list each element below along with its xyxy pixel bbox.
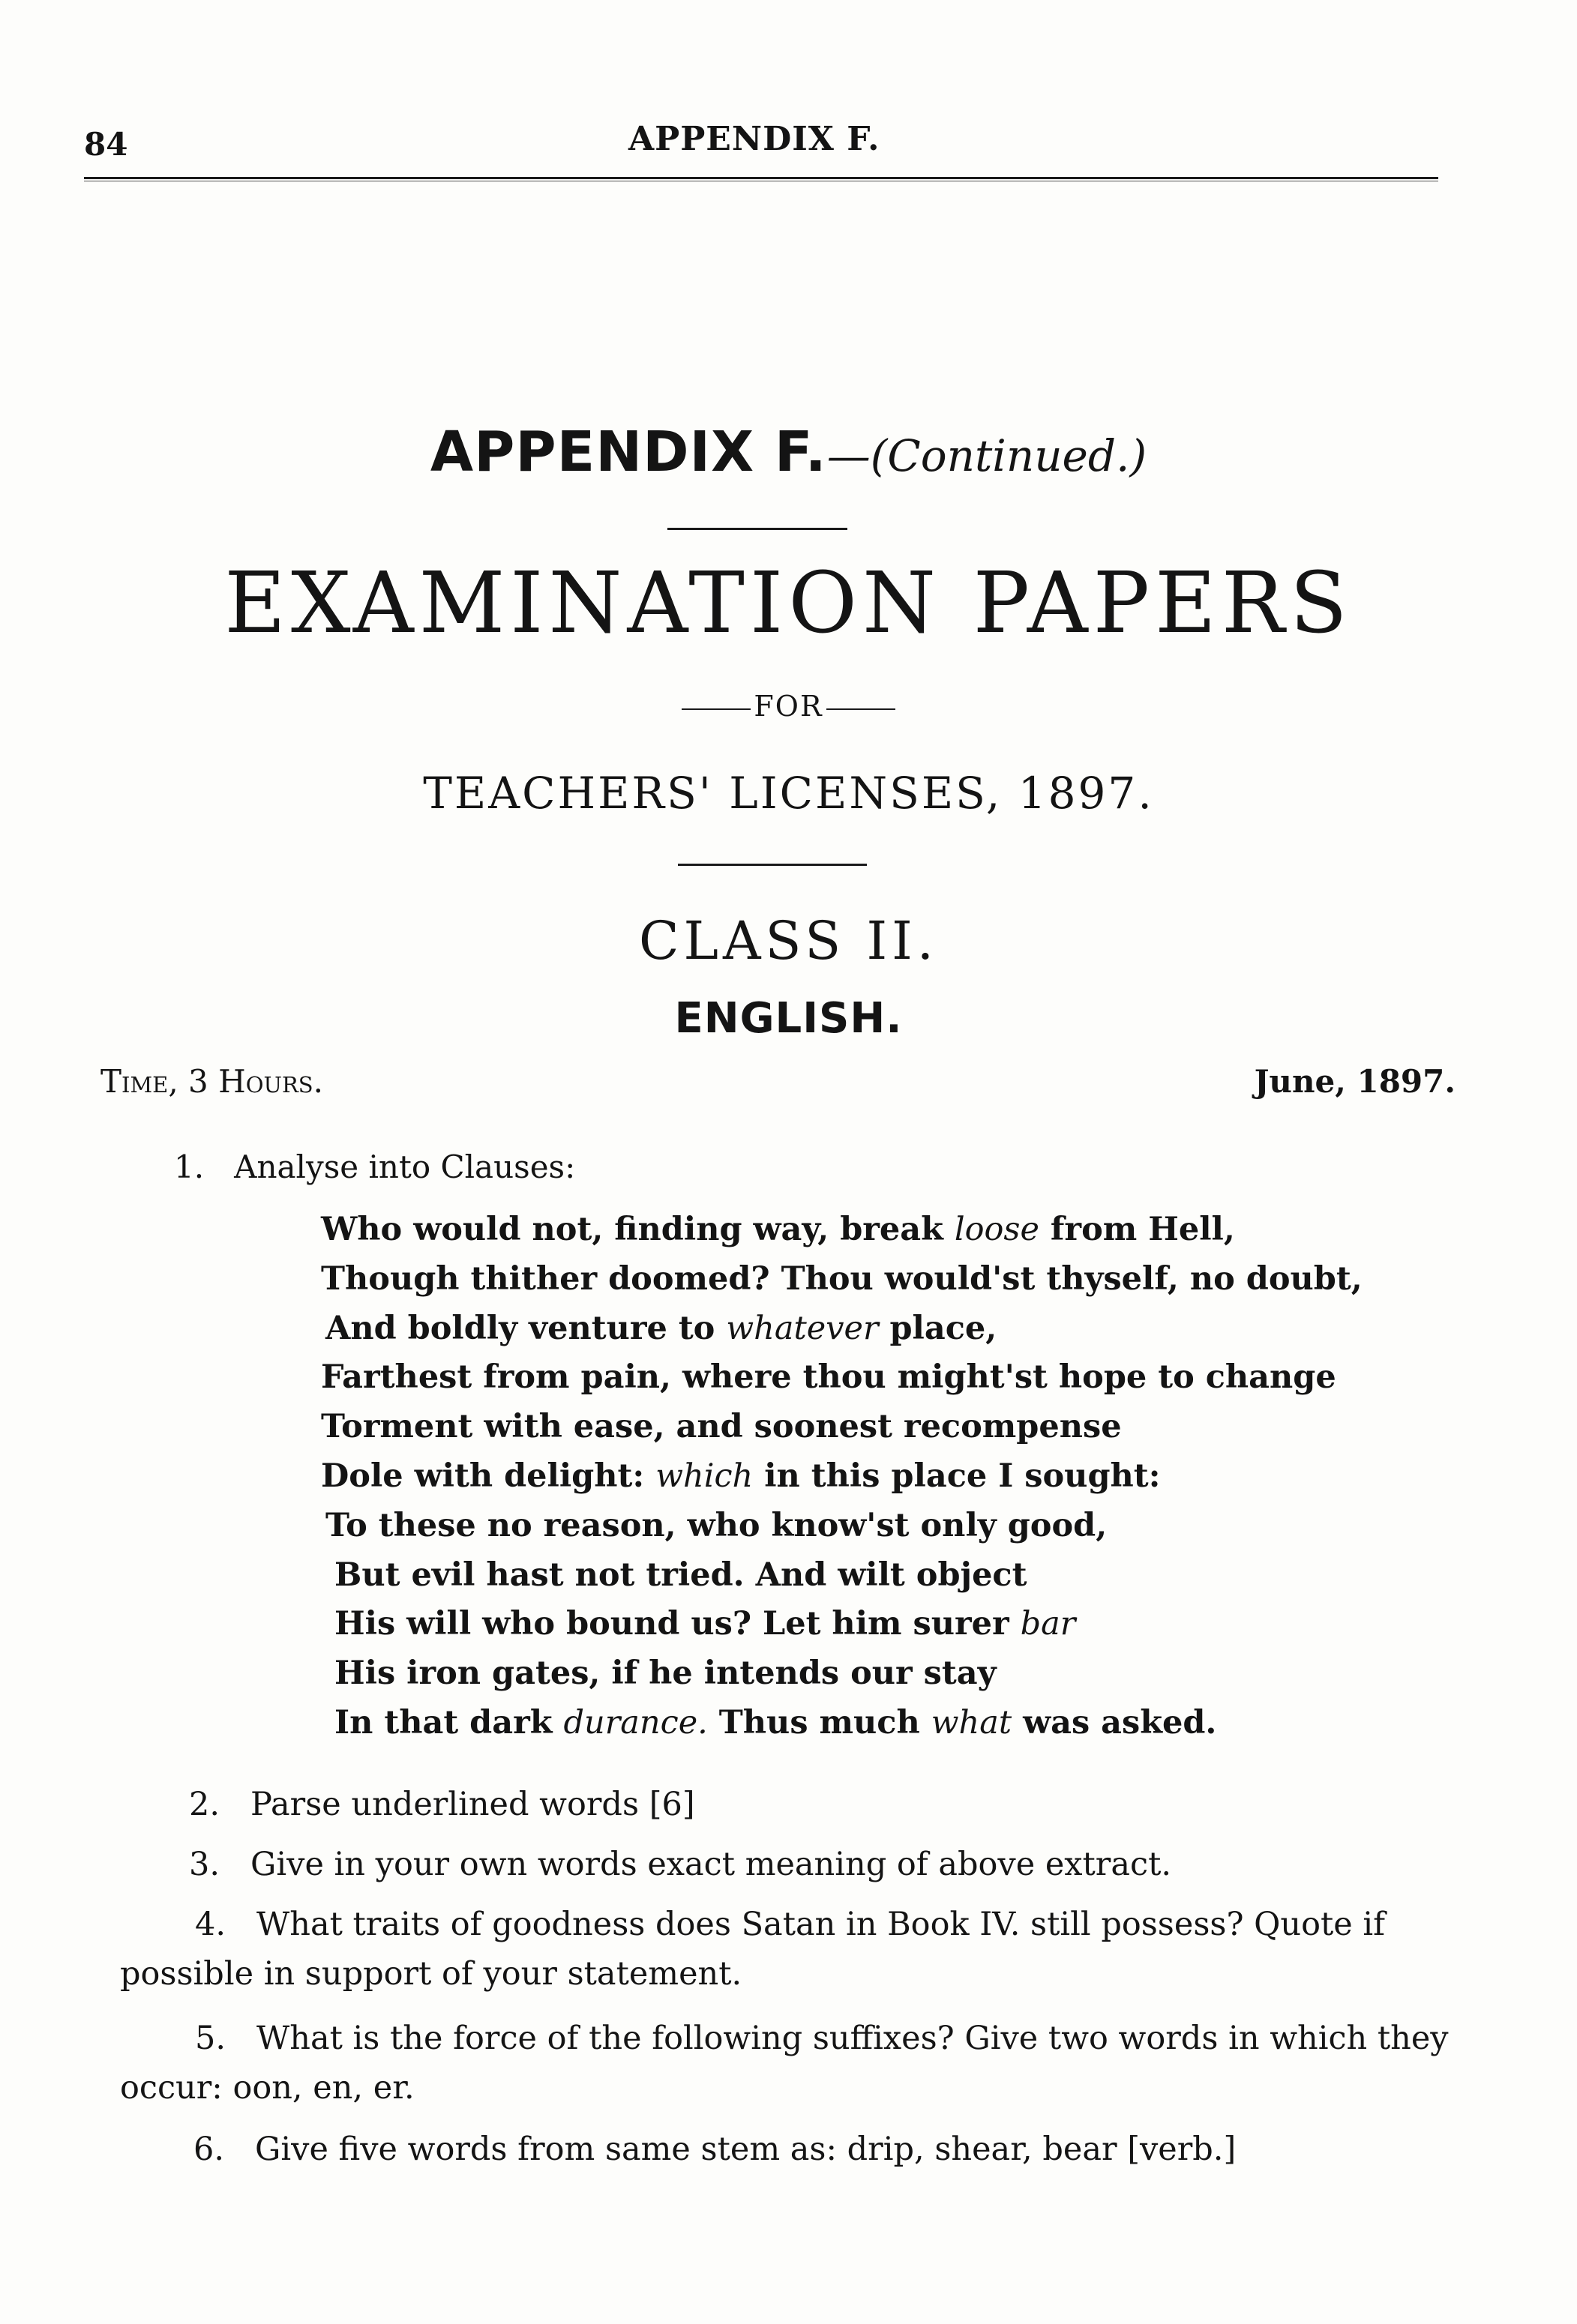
question-6 [193,2125,1236,2174]
question-text: Give in your own words exact meaning of above extract. [250,1846,1172,1883]
document-subtitle: TEACHERS' LICENSES, 1897. [423,768,1154,819]
poem-line: In that dark durance. Thus much what was asked. [334,1703,1217,1742]
question-number: 6. [193,2131,225,2168]
poem-line: But evil hast not tried. And wilt object [334,1556,1027,1594]
for-line [0,690,1577,723]
poem-line: Dole with delight: which in this place I sought: [321,1457,1161,1495]
question-number: 1. [174,1149,205,1185]
page-number: 84 [84,126,128,163]
poem-line: Farthest from pain, where thou might'st hope to change [321,1358,1336,1397]
for-label: FOR [754,690,823,723]
question-number: 4. [195,1906,226,1943]
question-5 [120,2014,1470,2113]
question-number: 5. [195,2020,226,2057]
title-divider [667,528,847,530]
question-number: 2. [189,1786,220,1823]
continued-label: —(Continued.) [826,430,1147,481]
appendix-label: APPENDIX F. [430,420,827,484]
poem-line: Though thither doomed? Thou would'st thyself, no doubt, [321,1259,1363,1298]
poem-line: Torment with ease, and soonest recompense [321,1408,1122,1446]
poem-line: And boldly venture to whatever place, [325,1309,997,1347]
question-2 [189,1780,695,1829]
running-title: APPENDIX F. [628,120,880,158]
question-text: What is the force of the following suffixes? Give two words in which they occur: oon, en, er. [120,2020,1449,2107]
question-1 [174,1149,575,1186]
question-number: 3. [189,1846,220,1883]
header-rule [84,177,1438,179]
question-text: What traits of goodness does Satan in Book IV. still possess? Quote if possible in support of your statement. [120,1906,1386,1993]
poem-line: Who would not, finding way, break loose from Hell, [321,1211,1235,1248]
question-text: Give five words from same stem as: drip, shear, bear [verb.] [255,2131,1237,2168]
subtitle-divider [678,864,867,866]
poem-line: To these no reason, who know'st only good, [325,1506,1108,1544]
appendix-heading [0,420,1577,484]
question-text: Analyse into Clauses: [234,1149,576,1185]
question-4 [120,1900,1470,1999]
dash-left [682,708,751,710]
poem-extract [321,1205,1363,1748]
document-title: EXAMINATION PAPERS [224,555,1353,652]
subject-title: ENGLISH. [674,994,903,1043]
poem-line: His iron gates, if he intends our stay [334,1655,997,1693]
question-3 [189,1840,1171,1889]
class-title: CLASS II. [638,910,939,972]
exam-date: June, 1897. [1254,1063,1456,1100]
poem-line: His will who bound us? Let him surer bar [334,1605,1076,1643]
time-text: Time, 3 Hours. [100,1063,324,1100]
dash-right [826,708,895,710]
question-text: Parse underlined words [6] [250,1786,695,1823]
time-allowed [100,1063,323,1100]
